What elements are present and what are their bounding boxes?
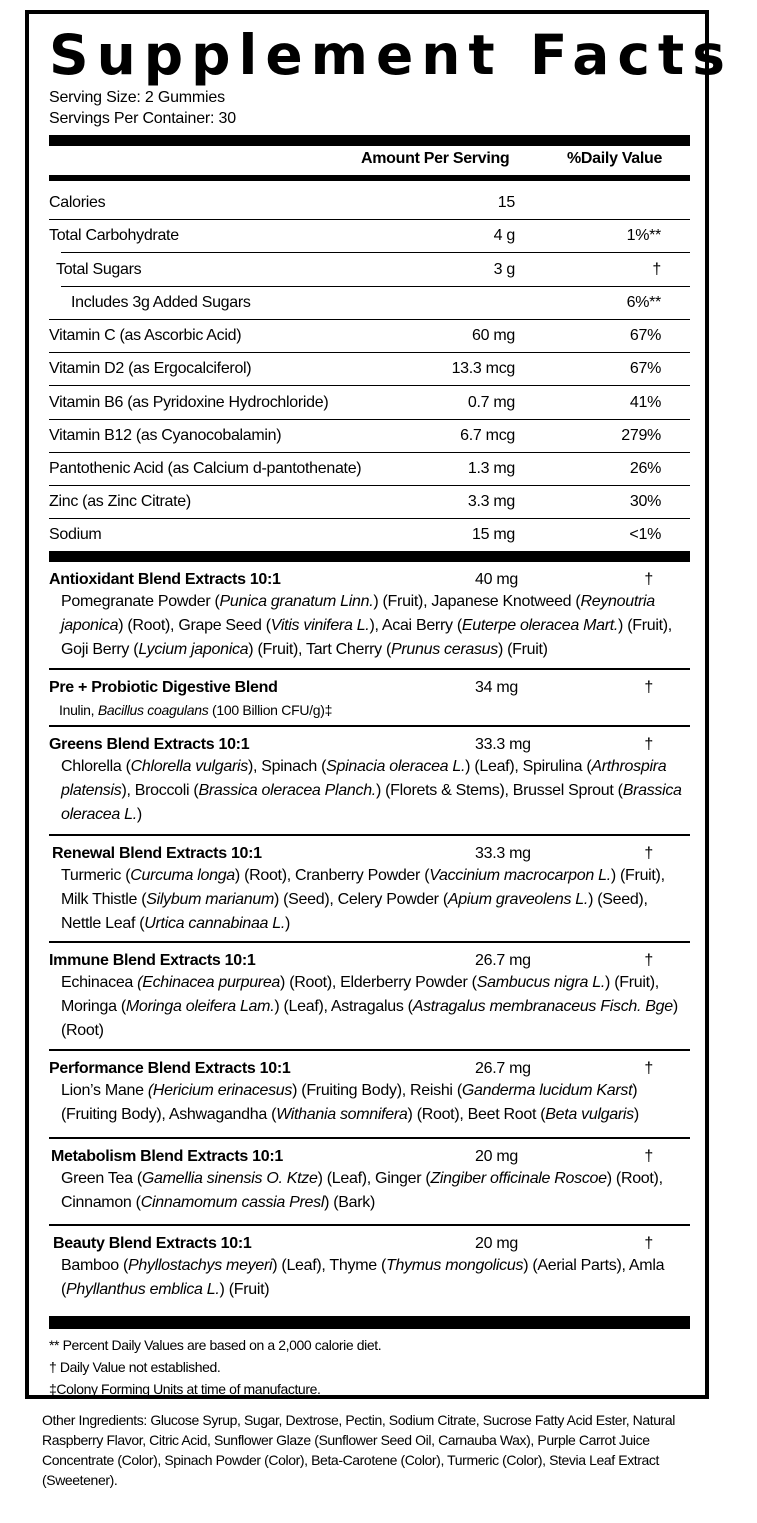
- botanical-name: Cinnamomum cassia Presl: [140, 1194, 325, 1211]
- nutrient-daily-value: 279%: [621, 427, 661, 444]
- botanical-name: Astragalus membranaceus Fisch. Bge: [412, 998, 673, 1015]
- blend-name: Immune Blend Extracts 10:1: [49, 952, 256, 969]
- blend-daily-value: †: [644, 736, 653, 753]
- ingredient-text: ) (Fruit), Moringa (: [61, 974, 659, 1015]
- footnote: ** Percent Daily Values are based on a 2,000 calorie diet.: [49, 1337, 382, 1353]
- ingredient-text: Inulin,: [59, 702, 98, 718]
- blend-daily-value: †: [644, 952, 653, 969]
- blend-rule: [49, 1224, 690, 1226]
- ingredient-text: ) (Fruit): [497, 641, 548, 658]
- botanical-name: Thymus mongolicus: [386, 1257, 524, 1274]
- ingredient-text: Green Tea (: [61, 1170, 142, 1187]
- blend-daily-value: †: [644, 1235, 653, 1252]
- top-thick-bar: [49, 135, 690, 146]
- blend-name: Performance Blend Extracts 10:1: [49, 1060, 291, 1077]
- ingredient-text: ) (Leaf), Astragalus (: [274, 998, 413, 1015]
- ingredient-text: Turmeric (: [61, 867, 131, 884]
- nutrient-name: Pantothenic Acid (as Calcium d-pantothenate): [49, 460, 362, 477]
- botanical-name: (Hericium erinacesus: [147, 1082, 293, 1099]
- row-rule: [49, 385, 690, 386]
- nutrient-daily-value: 67%: [629, 360, 661, 377]
- blend-ingredients: [61, 1167, 686, 1215]
- blend-daily-value: †: [644, 1148, 653, 1165]
- row-rule: [49, 319, 690, 320]
- blend-amount: 26.7 mg: [475, 1060, 531, 1077]
- blend-rule: [49, 1049, 690, 1051]
- blend-rule: [49, 1137, 690, 1139]
- blend-ingredients: [59, 698, 684, 722]
- servings-per-container: Servings Per Container: 30: [49, 110, 236, 127]
- ingredient-text: ) (Florets & Stems), Brussel Sprout (: [375, 782, 623, 799]
- nutrient-daily-value: 26%: [629, 460, 661, 477]
- blend-rule: [49, 941, 690, 943]
- botanical-name: Silybum marianum: [146, 891, 274, 908]
- nutrient-daily-value: †: [652, 261, 661, 278]
- row-rule: [49, 352, 690, 353]
- botanical-name: Bacillus coagulans: [97, 702, 209, 718]
- nutrient-name: Zinc (as Zinc Citrate): [49, 493, 191, 510]
- blend-daily-value: †: [644, 1060, 653, 1077]
- botanical-name: Vitis vinifera L.: [270, 617, 370, 634]
- ingredient-text: ) (Seed), Celery Powder (: [273, 891, 448, 908]
- row-rule: [61, 286, 690, 287]
- row-rule: [49, 452, 690, 453]
- nutrient-amount: 3.3 mg: [467, 493, 515, 510]
- blend-ingredients: [61, 1079, 686, 1127]
- ingredient-text: ) (Aerial Parts), Amla (: [61, 1257, 665, 1298]
- ingredient-text: ): [285, 915, 291, 932]
- blend-amount: 26.7 mg: [475, 952, 531, 969]
- nutrient-amount: 0.7 mg: [467, 394, 515, 411]
- bottom-thick-bar: [49, 1316, 690, 1329]
- ingredient-text: ), Acai Berry (: [369, 617, 462, 634]
- blend-ingredients: [61, 590, 686, 662]
- blend-rule: [49, 725, 690, 727]
- row-rule: [49, 518, 690, 519]
- botanical-name: Punica granatum Linn.: [219, 593, 374, 610]
- ingredient-text: ) (Fruit): [219, 1281, 270, 1298]
- row-rule: [49, 485, 690, 486]
- nutrient-amount: 1.3 mg: [467, 460, 515, 477]
- botanical-name: Vaccinium macrocarpon L.: [429, 867, 611, 884]
- botanical-name: Phyllostachys meyeri: [127, 1257, 273, 1274]
- ingredient-text: Pomegranate Powder (: [61, 593, 220, 610]
- nutrient-name: Includes 3g Added Sugars: [71, 294, 251, 311]
- ingredient-text: ) (Bark): [324, 1194, 376, 1211]
- nutrient-daily-value: 30%: [629, 493, 661, 510]
- ingredient-text: ) (Seed), Nettle Leaf (: [61, 891, 648, 932]
- nutrient-name: Calories: [49, 194, 106, 211]
- nutrient-name: Total Carbohydrate: [49, 227, 179, 244]
- botanical-name: Brassica oleracea L.: [61, 782, 682, 823]
- panel-title: Supplement Facts: [49, 23, 733, 87]
- nutrient-daily-value: 67%: [629, 327, 661, 344]
- blend-amount: 33.3 mg: [475, 845, 531, 862]
- blend-amount: 20 mg: [475, 1148, 518, 1165]
- blend-ingredients: [61, 1254, 686, 1302]
- ingredient-text: ) (Leaf), Thyme (: [272, 1257, 386, 1274]
- ingredient-text: ): [136, 806, 142, 823]
- ingredient-text: ) (Fruiting Body), Ashwagandha (: [61, 1082, 638, 1123]
- blend-daily-value: †: [644, 845, 653, 862]
- row-rule: [61, 252, 690, 253]
- blend-rule: [49, 668, 690, 670]
- ingredient-text: ) (Fruit), Japanese Knotweed (: [373, 593, 581, 610]
- blend-ingredients: [61, 971, 686, 1043]
- other-ingredients: Other Ingredients: Glucose Syrup, Sugar, Dextrose, Pectin, Sodium Citrate, Sucrose Fatty Acid Ester, Natural Raspberry Flavor, Citric Acid, Sunflower Glaze (Sunflower Seed Oil, Carnauba Wax), Purple Carrot Juice Concentrate (Color), Spinach Powder (Color), Beta-Carotene (Color), Turmeric (Color), Stevia Leaf Extract (Sweetener).: [42, 1412, 675, 1488]
- blend-daily-value: †: [644, 571, 653, 588]
- ingredient-text: (100 Billion CFU/g)‡: [208, 702, 333, 718]
- nutrient-amount: 60 mg: [472, 327, 515, 344]
- botanical-name: (Echinacea purpurea: [137, 974, 281, 991]
- blend-amount: 34 mg: [475, 679, 518, 696]
- ingredient-text: ): [633, 1106, 639, 1123]
- blend-name: Antioxidant Blend Extracts 10:1: [49, 571, 281, 588]
- header-bar: [49, 175, 690, 181]
- blend-amount: 40 mg: [475, 571, 518, 588]
- nutrient-daily-value: <1%: [629, 526, 661, 543]
- ingredient-text: Lion’s Mane: [61, 1082, 148, 1099]
- nutrient-daily-value: 6%**: [626, 294, 661, 311]
- footnote: † Daily Value not established.: [49, 1359, 221, 1375]
- nutrient-name: Total Sugars: [56, 261, 142, 278]
- botanical-name: Gamellia sinensis O. Ktze: [141, 1170, 318, 1187]
- botanical-name: Arthrospira platensis: [61, 758, 667, 799]
- botanical-name: Chlorella vulgaris: [130, 758, 248, 775]
- row-rule: [49, 419, 690, 420]
- nutrient-name: Sodium: [49, 526, 102, 543]
- nutrient-name: Vitamin C (as Ascorbic Acid): [49, 327, 242, 344]
- amount-header: Amount Per Serving: [361, 150, 510, 167]
- blend-name: Pre + Probiotic Digestive Blend: [49, 679, 278, 696]
- ingredient-text: ) (Root), Elderberry Powder (: [280, 974, 477, 991]
- blend-ingredients: [61, 864, 686, 936]
- nutrient-amount: 15: [497, 194, 515, 211]
- ingredient-text: ), Broccoli (: [121, 782, 199, 799]
- blend-ingredients: [61, 755, 686, 827]
- ingredient-text: ) (Root): [61, 998, 678, 1039]
- nutrient-amount: 3 g: [493, 261, 515, 278]
- serving-size: Serving Size: 2 Gummies: [49, 89, 225, 106]
- botanical-name: Spinacia oleracea L.: [326, 758, 466, 775]
- botanical-name: Lycium japonica: [138, 641, 249, 658]
- nutrient-name: Vitamin B12 (as Cyanocobalamin): [49, 427, 282, 444]
- ingredient-text: ) (Leaf), Ginger (: [317, 1170, 431, 1187]
- ingredient-text: ) (Root), Cranberry Powder (: [234, 867, 430, 884]
- blend-name: Metabolism Blend Extracts 10:1: [51, 1148, 283, 1165]
- footnote: ‡Colony Forming Units at time of manufacture.: [49, 1381, 321, 1397]
- blend-amount: 20 mg: [475, 1235, 518, 1252]
- blend-daily-value: †: [644, 679, 653, 696]
- ingredient-text: ) (Leaf), Spirulina (: [465, 758, 592, 775]
- ingredient-text: ) (Root), Cinnamon (: [61, 1170, 663, 1211]
- nutrient-daily-value: 41%: [629, 394, 661, 411]
- nutrient-amount: 6.7 mcg: [460, 427, 515, 444]
- row-rule: [49, 219, 690, 220]
- botanical-name: Moringa oleifera Lam.: [125, 998, 275, 1015]
- ingredient-text: ) (Fruit), Milk Thistle (: [61, 867, 665, 908]
- botanical-name: Curcuma longa: [130, 867, 235, 884]
- ingredient-text: ) (Fruit), Tart Cherry (: [248, 641, 391, 658]
- ingredient-text: Echinacea: [61, 974, 138, 991]
- botanical-name: Beta vulgaris: [545, 1106, 634, 1123]
- ingredient-text: ), Spinach (: [247, 758, 327, 775]
- nutrient-name: Vitamin D2 (as Ergocalciferol): [49, 360, 252, 377]
- ingredient-text: Chlorella (: [61, 758, 131, 775]
- botanical-name: Prunus cerasus: [391, 641, 498, 658]
- ingredient-text: ) (Fruit), Goji Berry (: [61, 617, 672, 658]
- ingredient-text: ) (Fruiting Body), Reishi (: [292, 1082, 462, 1099]
- botanical-name: Sambucus nigra L.: [476, 974, 606, 991]
- botanical-name: Urtica cannabinaa L.: [144, 915, 286, 932]
- nutrient-amount: 13.3 mcg: [451, 360, 515, 377]
- blend-rule: [49, 834, 690, 836]
- botanical-name: Phyllanthus emblica L.: [66, 1281, 220, 1298]
- ingredient-text: ) (Root), Beet Root (: [407, 1106, 546, 1123]
- botanical-name: Zingiber officinale Roscoe: [430, 1170, 607, 1187]
- blend-name: Greens Blend Extracts 10:1: [49, 736, 250, 753]
- botanical-name: Withania somnifera: [276, 1106, 408, 1123]
- nutrient-name: Vitamin B6 (as Pyridoxine Hydrochloride): [49, 394, 329, 411]
- blend-amount: 33.3 mg: [475, 736, 531, 753]
- blend-name: Beauty Blend Extracts 10:1: [53, 1235, 252, 1252]
- ingredient-text: Bamboo (: [61, 1257, 128, 1274]
- nutrient-amount: 4 g: [493, 227, 515, 244]
- botanical-name: Euterpe oleracea Mart.: [461, 617, 619, 634]
- botanical-name: Reynoutria japonica: [61, 593, 655, 634]
- botanical-name: Brassica oleracea Planch.: [198, 782, 376, 799]
- nutrient-amount: 15 mg: [472, 526, 515, 543]
- daily-value-header: %Daily Value: [567, 150, 663, 167]
- botanical-name: Apium graveolens L.: [447, 891, 589, 908]
- nutrients-thick-bar: [49, 551, 690, 562]
- botanical-name: Ganderma lucidum Karst: [461, 1082, 633, 1099]
- nutrient-daily-value: 1%**: [626, 227, 661, 244]
- ingredient-text: ) (Root), Grape Seed (: [118, 617, 271, 634]
- supplement-facts-panel: [25, 10, 733, 1399]
- blend-name: Renewal Blend Extracts 10:1: [52, 845, 262, 862]
